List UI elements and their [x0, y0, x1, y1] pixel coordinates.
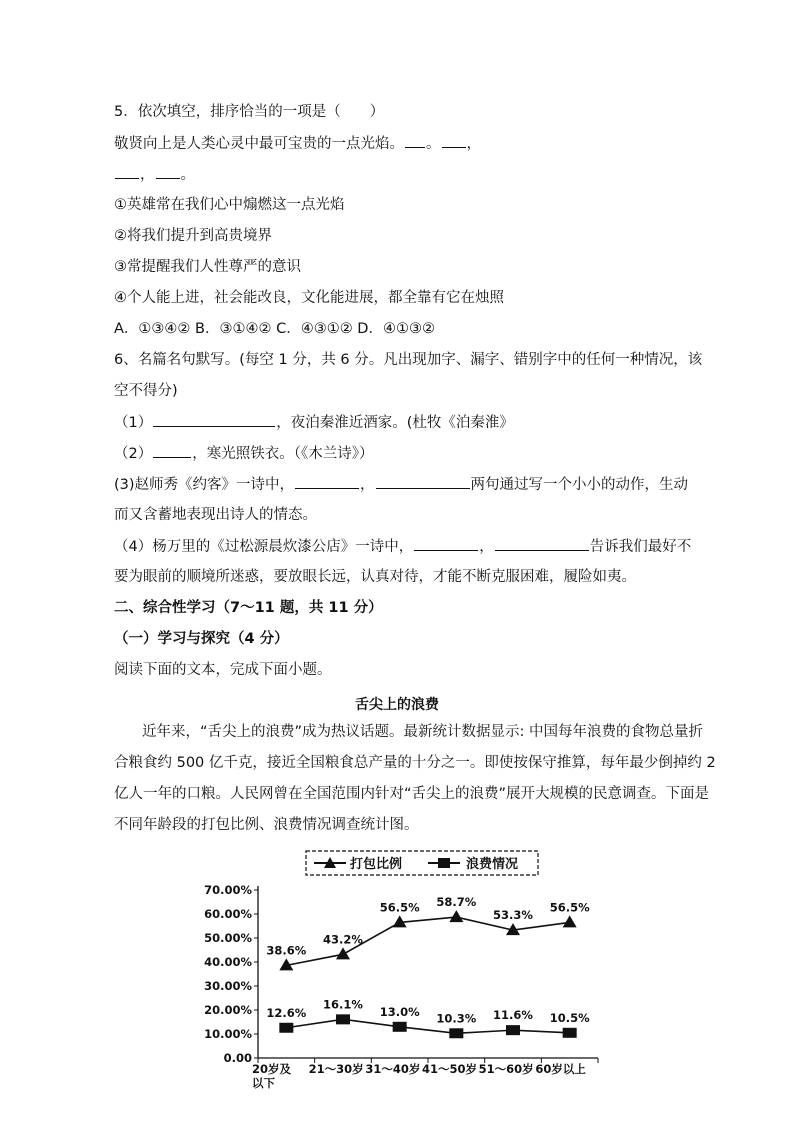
article-title: 舌尖上的浪费 — [355, 697, 439, 713]
q6-sub1: （1） ，夜泊秦淮近酒家。(杜牧《泊秦淮》 — [114, 412, 514, 433]
q5-sentence-line1: 敬贤向上是人类心灵中最可宝贵的一点光焰。 。 ， — [114, 133, 481, 154]
y-tick-label: 40.00% — [204, 955, 252, 969]
data-label: 13.0% — [379, 1004, 420, 1019]
q5-blank-4[interactable] — [156, 164, 180, 179]
survey-line-chart — [196, 848, 616, 1096]
y-tick-label: 60.00% — [204, 907, 252, 921]
data-label: 53.3% — [493, 908, 533, 923]
q6-sub4-cont: 要为眼前的顺境所迷惑，要放眼长远，认真对待，才能不断克服困难，履险如夷。 — [114, 569, 636, 585]
y-tick-label: 70.00% — [204, 883, 252, 897]
q5-item-3: ③常提醒我们人性尊严的意识 — [114, 259, 301, 275]
data-label: 56.5% — [549, 900, 590, 915]
article-para-line4: 不同年龄段的打包比例、浪费情况调查统计图。 — [114, 817, 419, 833]
y-tick-label: 10.00% — [204, 1027, 252, 1041]
y-tick-label: 20.00% — [204, 1003, 252, 1017]
data-label: 10.5% — [549, 1010, 590, 1025]
x-tick-label: 41～50岁 — [422, 1062, 478, 1076]
q5-blank-1[interactable] — [405, 133, 425, 148]
data-point-triangle — [563, 915, 577, 927]
legend-label-waste: 浪费情况 — [466, 857, 519, 872]
q6-blank-1[interactable] — [153, 412, 275, 427]
q6-sub4: （4）杨万里的《过松源晨炊漆公店》一诗中， ， 告诉我们最好不 — [114, 536, 691, 557]
chart-plot — [266, 895, 590, 1038]
chart-legend — [306, 851, 538, 875]
data-label: 43.2% — [323, 932, 363, 947]
q5-sentence-text: 敬贤向上是人类心灵中最可宝贵的一点光焰。 — [114, 136, 404, 152]
y-axis-ticks — [204, 883, 258, 1065]
y-tick-label: 50.00% — [204, 931, 252, 945]
x-tick-label: 21～30岁 — [308, 1062, 364, 1076]
q6-blank-2[interactable] — [153, 443, 191, 458]
legend-square-icon — [438, 858, 450, 868]
q5-item-1: ①英雄常在我们心中煽燃这一点光焰 — [114, 197, 345, 213]
q5-sentence-line2: ， 。 — [114, 164, 195, 185]
q5-item-2: ②将我们提升到高贵境界 — [114, 228, 272, 244]
x-axis-ticks — [252, 1058, 598, 1090]
data-point-square — [393, 1022, 407, 1032]
data-label: 58.7% — [436, 895, 477, 910]
q6-blank-4[interactable] — [376, 474, 470, 489]
data-point-square — [563, 1028, 577, 1038]
q6-blank-3[interactable] — [295, 474, 359, 489]
q5-options: A．①③④② B．③①④② C．④③①② D．④①③② — [114, 321, 435, 337]
q5-blank-3[interactable] — [115, 164, 139, 179]
q6-sub2: （2） ，寒光照铁衣。（《木兰诗》） — [114, 443, 373, 464]
data-point-triangle — [449, 910, 463, 922]
q5-blank-2[interactable] — [442, 133, 466, 148]
x-tick-label: 60岁以上 — [535, 1062, 586, 1076]
q6-sub3-cont: 而又含蓄地表现出诗人的情态。 — [114, 507, 317, 523]
data-label: 11.6% — [493, 1008, 533, 1023]
y-tick-label: 0.00 — [223, 1051, 252, 1065]
article-para-line1: 近年来，“舌尖上的浪费”成为热议话题。最新统计数据显示: 中国每年浪费的食物总量折 — [142, 724, 704, 740]
instruction: 阅读下面的文本，完成下面小题。 — [114, 662, 332, 678]
q6-stem-line2: 空不得分) — [114, 383, 178, 399]
q6-blank-5[interactable] — [414, 536, 478, 551]
data-label: 16.1% — [323, 997, 363, 1012]
y-tick-label: 30.00% — [204, 979, 252, 993]
data-label: 56.5% — [379, 900, 420, 915]
data-point-triangle — [336, 947, 350, 959]
article-para-line3: 亿人一年的口粮。人民网曾在全国范围内针对“舌尖上的浪费”展开大规模的民意调查。下面是 — [114, 786, 710, 802]
q6-sub3: (3)赵师秀《约客》一诗中， ， 两句通过写一个小小的动作，生动 — [114, 474, 688, 495]
q5-item-4: ④个人能上进，社会能改良，文化能进展，都全靠有它在烛照 — [114, 290, 504, 306]
data-point-square — [506, 1025, 520, 1035]
data-point-square — [449, 1028, 463, 1038]
data-point-square — [336, 1014, 350, 1024]
q5-stem: 5．依次填空，排序恰当的一项是（ ） — [114, 104, 385, 120]
data-point-square — [279, 1023, 293, 1033]
data-label: 12.6% — [266, 1005, 307, 1020]
data-label: 38.6% — [266, 943, 307, 958]
x-tick-label: 20岁及以下 — [252, 1062, 292, 1090]
x-tick-label: 31～40岁 — [365, 1062, 421, 1076]
q6-stem-line1: 6、名篇名句默写。(每空 1 分，共 6 分。凡出现加字、漏字、错别字中的任何一种情况，该 — [114, 352, 703, 368]
subsection-heading: （一）学习与探究（4 分） — [114, 631, 289, 647]
article-para-line2: 合粮食约 500 亿千克，接近全国粮食总产量的十分之一。即使按保守推算，每年最少倒掉约 2 — [114, 755, 716, 771]
section-heading: 二、综合性学习（7～11 题，共 11 分） — [114, 600, 383, 616]
data-label: 10.3% — [436, 1011, 477, 1026]
legend-label-packing: 打包比例 — [350, 857, 403, 872]
x-tick-label: 51～60岁 — [478, 1062, 534, 1076]
q6-blank-6[interactable] — [495, 536, 589, 551]
